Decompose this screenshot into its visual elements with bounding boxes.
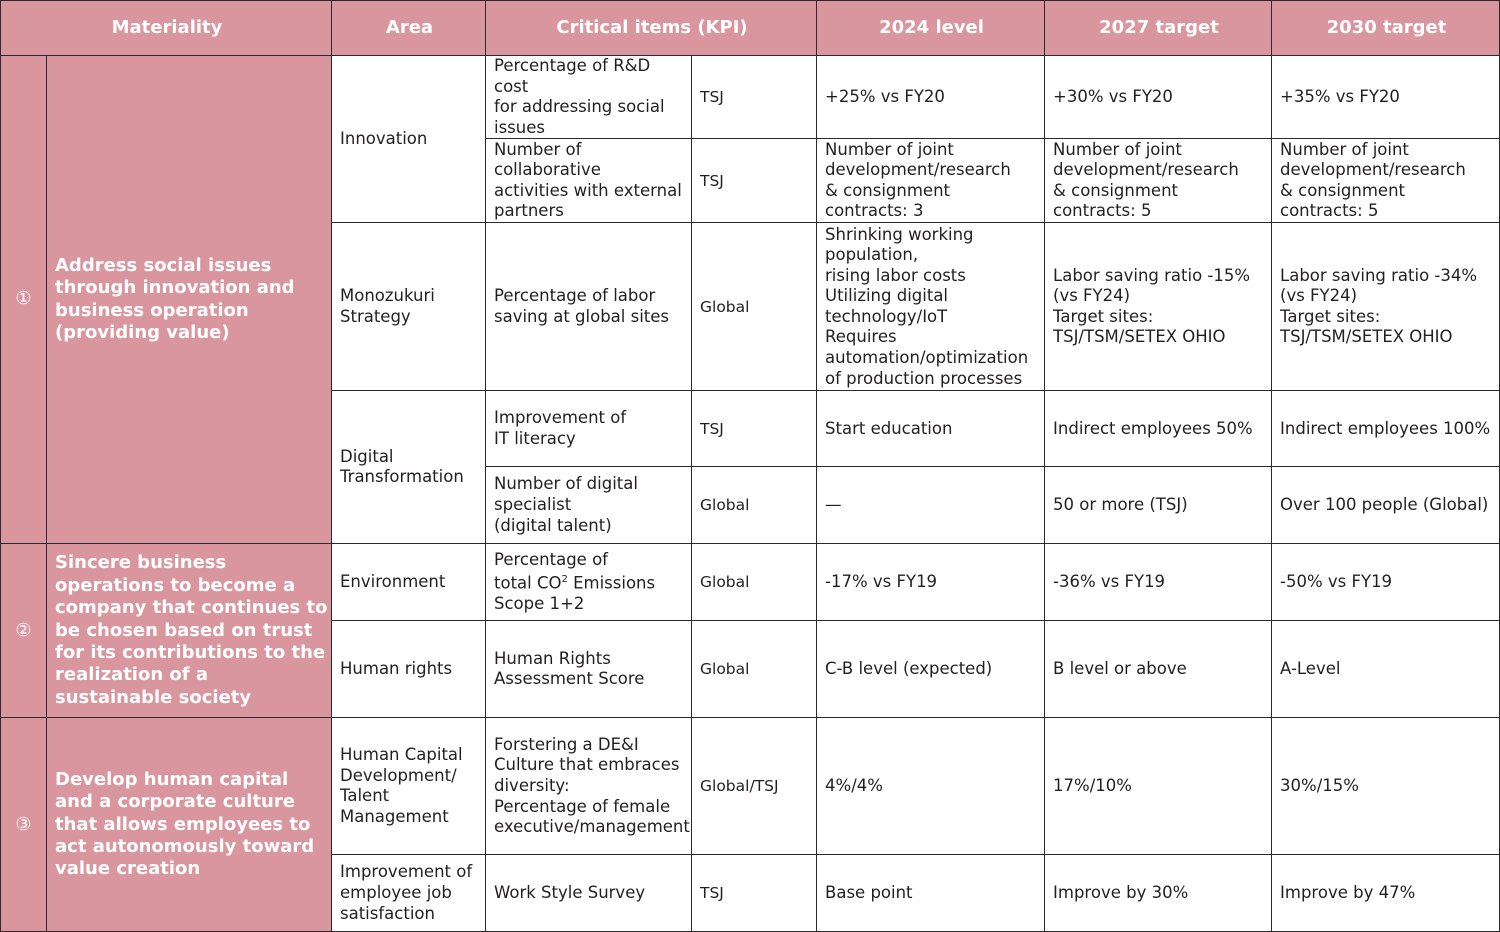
- target-2030-cell: +35% vs FY20: [1272, 56, 1500, 139]
- target-2030-cell: Number of joint development/research & consignment contracts: 5: [1272, 139, 1500, 223]
- kpi-cell: Improvement of IT literacy: [486, 391, 692, 467]
- target-2027-cell: Labor saving ratio -15% (vs FY24) Target sites: TSJ/TSM/SETEX OHIO: [1045, 223, 1272, 391]
- kpi-cell: Percentage of labor saving at global sites: [486, 223, 692, 391]
- area-cell: Monozukuri Strategy: [332, 223, 486, 391]
- materiality-number: ①: [1, 56, 47, 544]
- level-2024-cell: Base point: [817, 855, 1045, 932]
- target-2027-cell: -36% vs FY19: [1045, 544, 1272, 621]
- target-2030-cell: Improve by 47%: [1272, 855, 1500, 932]
- area-cell: Improvement of employee job satisfaction: [332, 855, 486, 932]
- header-materiality: Materiality: [1, 1, 332, 56]
- target-2030-cell: -50% vs FY19: [1272, 544, 1500, 621]
- kpi-cell: Forstering a DE&I Culture that embraces diversity: Percentage of female executive/management: [486, 718, 692, 855]
- target-2030-cell: Over 100 people (Global): [1272, 467, 1500, 544]
- table-row: [1, 544, 1500, 621]
- scope-cell: TSJ: [692, 56, 817, 139]
- target-2030-cell: A-Level: [1272, 621, 1500, 718]
- target-2027-cell: Indirect employees 50%: [1045, 391, 1272, 467]
- scope-cell: TSJ: [692, 855, 817, 932]
- area-cell: Environment: [332, 544, 486, 621]
- area-cell: Human Capital Development/ Talent Management: [332, 718, 486, 855]
- scope-cell: Global: [692, 621, 817, 718]
- target-2027-cell: Number of joint development/research & consignment contracts: 5: [1045, 139, 1272, 223]
- area-cell: Digital Transformation: [332, 391, 486, 544]
- scope-cell: TSJ: [692, 139, 817, 223]
- materiality-number: ②: [1, 544, 47, 718]
- level-2024-cell: 4%/4%: [817, 718, 1045, 855]
- target-2027-cell: 50 or more (TSJ): [1045, 467, 1272, 544]
- header-row: [1, 1, 1500, 56]
- kpi-cell: Percentage of total $CO^2$ Emissions Scope 1+2: [486, 544, 692, 621]
- kpi-cell: Human Rights Assessment Score: [486, 621, 692, 718]
- kpi-cell: Number of digital specialist (digital talent): [486, 467, 692, 544]
- level-2024-cell: —: [817, 467, 1045, 544]
- header-area: Area: [332, 1, 486, 56]
- kpi-cell: Number of collaborative activities with external partners: [486, 139, 692, 223]
- header-2030-target: 2030 target: [1272, 1, 1500, 56]
- kpi-cell: Percentage of R&D cost for addressing social issues: [486, 56, 692, 139]
- materiality-number: ③: [1, 718, 47, 932]
- header-2024-level: 2024 level: [817, 1, 1045, 56]
- materiality-text: Address social issues through innovation and business operation (providing value): [47, 56, 332, 544]
- level-2024-cell: C-B level (expected): [817, 621, 1045, 718]
- table-row: [1, 56, 1500, 139]
- area-cell: Human rights: [332, 621, 486, 718]
- materiality-text: Develop human capital and a corporate culture that allows employees to act autonomously toward value creation: [47, 718, 332, 932]
- target-2027-cell: 17%/10%: [1045, 718, 1272, 855]
- target-2030-cell: 30%/15%: [1272, 718, 1500, 855]
- target-2027-cell: +30% vs FY20: [1045, 56, 1272, 139]
- scope-cell: Global/TSJ: [692, 718, 817, 855]
- header-kpi: Critical items (KPI): [486, 1, 817, 56]
- kpi-cell: Work Style Survey: [486, 855, 692, 932]
- materiality-text: Sincere business operations to become a company that continues to be chosen based on trust for its contributions to the realization of a sustainable society: [47, 544, 332, 718]
- level-2024-cell: Start education: [817, 391, 1045, 467]
- level-2024-cell: +25% vs FY20: [817, 56, 1045, 139]
- target-2030-cell: Indirect employees 100%: [1272, 391, 1500, 467]
- scope-cell: Global: [692, 467, 817, 544]
- level-2024-cell: Shrinking working population, rising labor costs Utilizing digital technology/IoT Requires automation/optimization of production processes: [817, 223, 1045, 391]
- level-2024-cell: Number of joint development/research & consignment contracts: 3: [817, 139, 1045, 223]
- header-2027-target: 2027 target: [1045, 1, 1272, 56]
- scope-cell: TSJ: [692, 391, 817, 467]
- area-cell: Innovation: [332, 56, 486, 223]
- level-2024-cell: -17% vs FY19: [817, 544, 1045, 621]
- scope-cell: Global: [692, 544, 817, 621]
- target-2027-cell: B level or above: [1045, 621, 1272, 718]
- table-row: [1, 718, 1500, 855]
- target-2030-cell: Labor saving ratio -34% (vs FY24) Target sites: TSJ/TSM/SETEX OHIO: [1272, 223, 1500, 391]
- scope-cell: Global: [692, 223, 817, 391]
- target-2027-cell: Improve by 30%: [1045, 855, 1272, 932]
